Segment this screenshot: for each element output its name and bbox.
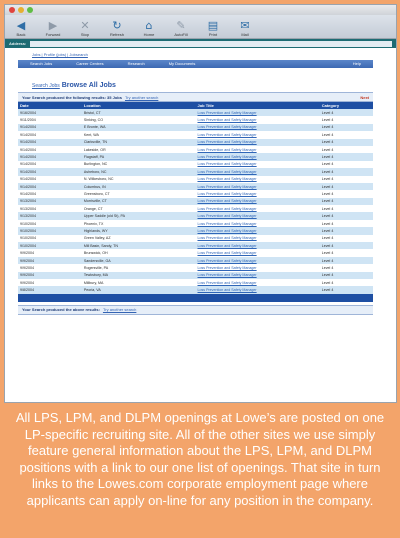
- cell-category: Level 4: [320, 272, 373, 279]
- cell-category: Level 4: [320, 131, 373, 138]
- nav-career-centres[interactable]: Career Centres: [76, 61, 104, 66]
- cell-job-title[interactable]: Loss Prevention and Safety Manager: [195, 249, 319, 256]
- cell-category: Level 4: [320, 249, 373, 256]
- table-row: [18, 242, 373, 249]
- cell-category: Level 4: [320, 124, 373, 131]
- cell-job-title[interactable]: Loss Prevention and Safety Manager: [195, 183, 319, 190]
- cell-location: Clarksville, TN: [82, 139, 196, 146]
- cell-location: Greensboro, CT: [82, 190, 196, 197]
- cell-job-title[interactable]: Loss Prevention and Safety Manager: [195, 146, 319, 153]
- table-row: [18, 257, 373, 264]
- forward-button[interactable]: [41, 20, 65, 37]
- cell-location: Kent, WA: [82, 131, 196, 138]
- cell-job-title[interactable]: Loss Prevention and Safety Manager: [195, 212, 319, 219]
- results-text: Your Search produced the following results: 35 Jobs: [22, 94, 122, 100]
- stop-button[interactable]: [73, 20, 97, 37]
- mail-label: Mail: [241, 32, 249, 37]
- title-bar: [5, 5, 396, 15]
- cell-date: 9/10/2004: [18, 227, 82, 234]
- cell-category: Level 4: [320, 116, 373, 123]
- back-label: Back: [16, 32, 26, 37]
- cell-category: Level 4: [320, 146, 373, 153]
- cell-date: 9/10/2004: [18, 220, 82, 227]
- table-row: [18, 146, 373, 153]
- print-icon: ▤: [207, 19, 219, 32]
- cell-job-title[interactable]: Loss Prevention and Safety Manager: [195, 131, 319, 138]
- cell-location: Upper Saddle (old St), PA: [82, 212, 196, 219]
- stop-label: Stop: [80, 32, 90, 37]
- cell-location: Rogersville, PA: [82, 264, 196, 271]
- cell-job-title[interactable]: Loss Prevention and Safety Manager: [195, 257, 319, 264]
- cell-location: N. Wilkesboro, NC: [82, 176, 196, 183]
- cell-job-title[interactable]: Loss Prevention and Safety Manager: [195, 279, 319, 286]
- cell-date: 9/9/2004: [18, 257, 82, 264]
- cell-date: 9/13/2004: [18, 205, 82, 212]
- cell-location: Morrisville, CT: [82, 198, 196, 205]
- table-row: [18, 183, 373, 190]
- table-row: [18, 227, 373, 234]
- next-link[interactable]: Next: [360, 94, 369, 100]
- site-nav: [18, 60, 373, 68]
- page-content: [18, 52, 373, 315]
- cell-location: Lakeside, OR: [82, 146, 196, 153]
- cell-category: Level 4: [320, 176, 373, 183]
- table-row: [18, 205, 373, 212]
- cell-job-title[interactable]: Loss Prevention and Safety Manager: [195, 153, 319, 160]
- col-date[interactable]: Date: [18, 102, 82, 109]
- table-row: [18, 176, 373, 183]
- table-row: [18, 264, 373, 271]
- table-row: [18, 168, 373, 175]
- home-icon: ⌂: [145, 19, 153, 32]
- back-arrow-icon: ◀: [16, 19, 26, 32]
- caption: All LPS, LPM, and DLPM openings at Lowe’s are posted on one LP-specific recruiting site. All of the other sites we use simply feature general information about the LPS, LPM, and DLPM positions with a link to our one list of openings. That site in turn links to the Lowes.com corporate employment page where applicants can apply on-line for any position in the company.: [15, 410, 385, 508]
- cell-location: Flagstaff, PA: [82, 153, 196, 160]
- mail-button[interactable]: [233, 20, 257, 37]
- table-row: [18, 212, 373, 219]
- cell-location: Burlington, NC: [82, 161, 196, 168]
- top-links[interactable]: Jobs | Profile (jobs) | Jobsearch: [32, 52, 88, 57]
- cell-location: Columbus, IN: [82, 183, 196, 190]
- table-row: [18, 131, 373, 138]
- cell-category: Level 4: [320, 227, 373, 234]
- cell-category: Level 4: [320, 139, 373, 146]
- table-row: [18, 220, 373, 227]
- table-row: [18, 161, 373, 168]
- cell-category: Level 4: [320, 198, 373, 205]
- cell-job-title[interactable]: Loss Prevention and Safety Manager: [195, 286, 319, 293]
- refresh-label: Refresh: [109, 32, 124, 37]
- cell-job-title[interactable]: Loss Prevention and Safety Manager: [195, 176, 319, 183]
- cell-job-title[interactable]: Loss Prevention and Safety Manager: [195, 124, 319, 131]
- cell-category: Level 4: [320, 286, 373, 293]
- cell-date: 9/10/2004: [18, 242, 82, 249]
- cell-location: Phoenix, TX: [82, 220, 196, 227]
- cell-date: 9/8/2004: [18, 286, 82, 293]
- cell-category: Level 4: [320, 183, 373, 190]
- address-label: Address:: [9, 41, 27, 46]
- cell-category: Level 4: [320, 205, 373, 212]
- zoom-window-icon[interactable]: [27, 7, 33, 13]
- cell-location: Brunswick, OH: [82, 249, 196, 256]
- cell-category: Level 4: [320, 257, 373, 264]
- cell-job-title[interactable]: Loss Prevention and Safety Manager: [195, 264, 319, 271]
- mail-icon: ✉: [240, 19, 250, 32]
- col-location[interactable]: Location: [82, 102, 196, 109]
- cell-job-title[interactable]: Loss Prevention and Safety Manager: [195, 190, 319, 197]
- nav-search-jobs[interactable]: Search Jobs: [30, 61, 53, 66]
- cell-date: 9/16/2004: [18, 109, 82, 116]
- cell-job-title[interactable]: Loss Prevention and Safety Manager: [195, 198, 319, 205]
- home-button[interactable]: [137, 20, 161, 37]
- close-window-icon[interactable]: [9, 7, 15, 13]
- cell-location: Peoria, VA: [82, 286, 196, 293]
- cell-job-title[interactable]: Loss Prevention and Safety Manager: [195, 242, 319, 249]
- col-job-title[interactable]: Job Title: [195, 102, 319, 109]
- jobs-table: [18, 102, 373, 294]
- results-bar: [18, 92, 373, 102]
- col-category[interactable]: Category: [320, 102, 373, 109]
- cell-category: Level 4: [320, 279, 373, 286]
- cell-date: 9/9/2004: [18, 249, 82, 256]
- cell-location: Sandersville, GA: [82, 257, 196, 264]
- cell-location: Millbury, MA: [82, 279, 196, 286]
- table-row: [18, 272, 373, 279]
- cell-date: 9/14/2004: [18, 168, 82, 175]
- cell-date: 9/14/2004: [18, 153, 82, 160]
- cell-date: 9/14/2004: [18, 139, 82, 146]
- nav-research[interactable]: Research: [127, 61, 145, 66]
- refresh-icon: ↻: [112, 19, 122, 32]
- cell-job-title[interactable]: Loss Prevention and Safety Manager: [195, 168, 319, 175]
- footer-results-bar: [18, 305, 373, 315]
- cell-location: Orange, CT: [82, 205, 196, 212]
- footer-try-another-search-link[interactable]: Try another search: [102, 307, 137, 313]
- table-row: [18, 235, 373, 242]
- cell-location: Green Valley, AZ: [82, 235, 196, 242]
- cell-date: 9/9/2004: [18, 272, 82, 279]
- nav-help[interactable]: Help: [352, 61, 361, 66]
- cell-category: Level 4: [320, 153, 373, 160]
- cell-date: 9/14/2004: [18, 124, 82, 131]
- cell-location: Highlands, WY: [82, 227, 196, 234]
- address-field[interactable]: [30, 41, 392, 47]
- table-footer: [18, 294, 373, 302]
- cell-job-title[interactable]: Loss Prevention and Safety Manager: [195, 205, 319, 212]
- cell-date: 9/14/2004: [18, 146, 82, 153]
- cell-date: 9/9/2004: [18, 264, 82, 271]
- cell-location: Sinking, CO: [82, 116, 196, 123]
- cell-job-title[interactable]: Loss Prevention and Safety Manager: [195, 272, 319, 279]
- cell-category: Level 4: [320, 242, 373, 249]
- cell-date: 9/10/2004: [18, 235, 82, 242]
- cell-category: Level 4: [320, 168, 373, 175]
- table-row: [18, 124, 373, 131]
- minimize-window-icon[interactable]: [18, 7, 24, 13]
- cell-date: 9/14/2004: [18, 176, 82, 183]
- cell-job-title[interactable]: Loss Prevention and Safety Manager: [195, 235, 319, 242]
- cell-date: 9/13/2004: [18, 198, 82, 205]
- browser-toolbar: [5, 15, 396, 39]
- autofill-label: AutoFill: [174, 32, 188, 37]
- table-row: [18, 116, 373, 123]
- back-button[interactable]: [9, 20, 33, 37]
- cell-date: 9/9/2004: [18, 279, 82, 286]
- cell-job-title[interactable]: Loss Prevention and Safety Manager: [195, 161, 319, 168]
- cell-category: Level 4: [320, 161, 373, 168]
- table-row: [18, 198, 373, 205]
- refresh-button[interactable]: [105, 20, 129, 37]
- table-row: [18, 109, 373, 116]
- table-row: [18, 153, 373, 160]
- cell-date: 9/14/2004: [18, 183, 82, 190]
- table-row: [18, 279, 373, 286]
- cell-date: 9/13/2004: [18, 212, 82, 219]
- breadcrumb[interactable]: Search Jobs: [32, 83, 60, 89]
- table-row: [18, 190, 373, 197]
- autofill-icon: ✎: [176, 19, 186, 32]
- cell-location: Tewksbury, MA: [82, 272, 196, 279]
- cell-job-title[interactable]: Loss Prevention and Safety Manager: [195, 139, 319, 146]
- cell-category: Level 4: [320, 109, 373, 116]
- cell-job-title[interactable]: Loss Prevention and Safety Manager: [195, 220, 319, 227]
- table-row: [18, 286, 373, 293]
- print-label: Print: [208, 32, 218, 37]
- cell-category: Level 4: [320, 235, 373, 242]
- cell-job-title[interactable]: Loss Prevention and Safety Manager: [195, 109, 319, 116]
- cell-date: 9/14/2004: [18, 190, 82, 197]
- address-bar: [5, 39, 396, 48]
- autofill-button[interactable]: [169, 20, 193, 37]
- stop-icon: ✕: [80, 19, 90, 32]
- forward-arrow-icon: ▶: [48, 19, 58, 32]
- page-title: [32, 82, 373, 89]
- table-row: [18, 249, 373, 256]
- cell-category: Level 4: [320, 212, 373, 219]
- cell-location: Bristol, CT: [82, 109, 196, 116]
- cell-date: 9/14/2004: [18, 161, 82, 168]
- cell-category: Level 4: [320, 190, 373, 197]
- cell-date: 9/11/2004: [18, 116, 82, 123]
- print-button[interactable]: [201, 20, 225, 37]
- footer-results-text: Your Search produced the above results:: [22, 307, 100, 313]
- cell-job-title[interactable]: Loss Prevention and Safety Manager: [195, 227, 319, 234]
- home-label: Home: [143, 32, 155, 37]
- table-row: [18, 139, 373, 146]
- try-another-search-link[interactable]: Try another search: [124, 94, 159, 100]
- forward-label: Forward: [45, 32, 61, 37]
- cell-category: Level 4: [320, 220, 373, 227]
- cell-location: Asheboro, NC: [82, 168, 196, 175]
- nav-my-documents[interactable]: My Documents: [168, 61, 196, 66]
- cell-location: Mill Basin, Sandy, TN: [82, 242, 196, 249]
- cell-location: E Bronte, WA: [82, 124, 196, 131]
- page-title-text: Browse All Jobs: [61, 82, 116, 89]
- cell-job-title[interactable]: Loss Prevention and Safety Manager: [195, 116, 319, 123]
- cell-category: Level 4: [320, 264, 373, 271]
- cell-date: 9/14/2004: [18, 131, 82, 138]
